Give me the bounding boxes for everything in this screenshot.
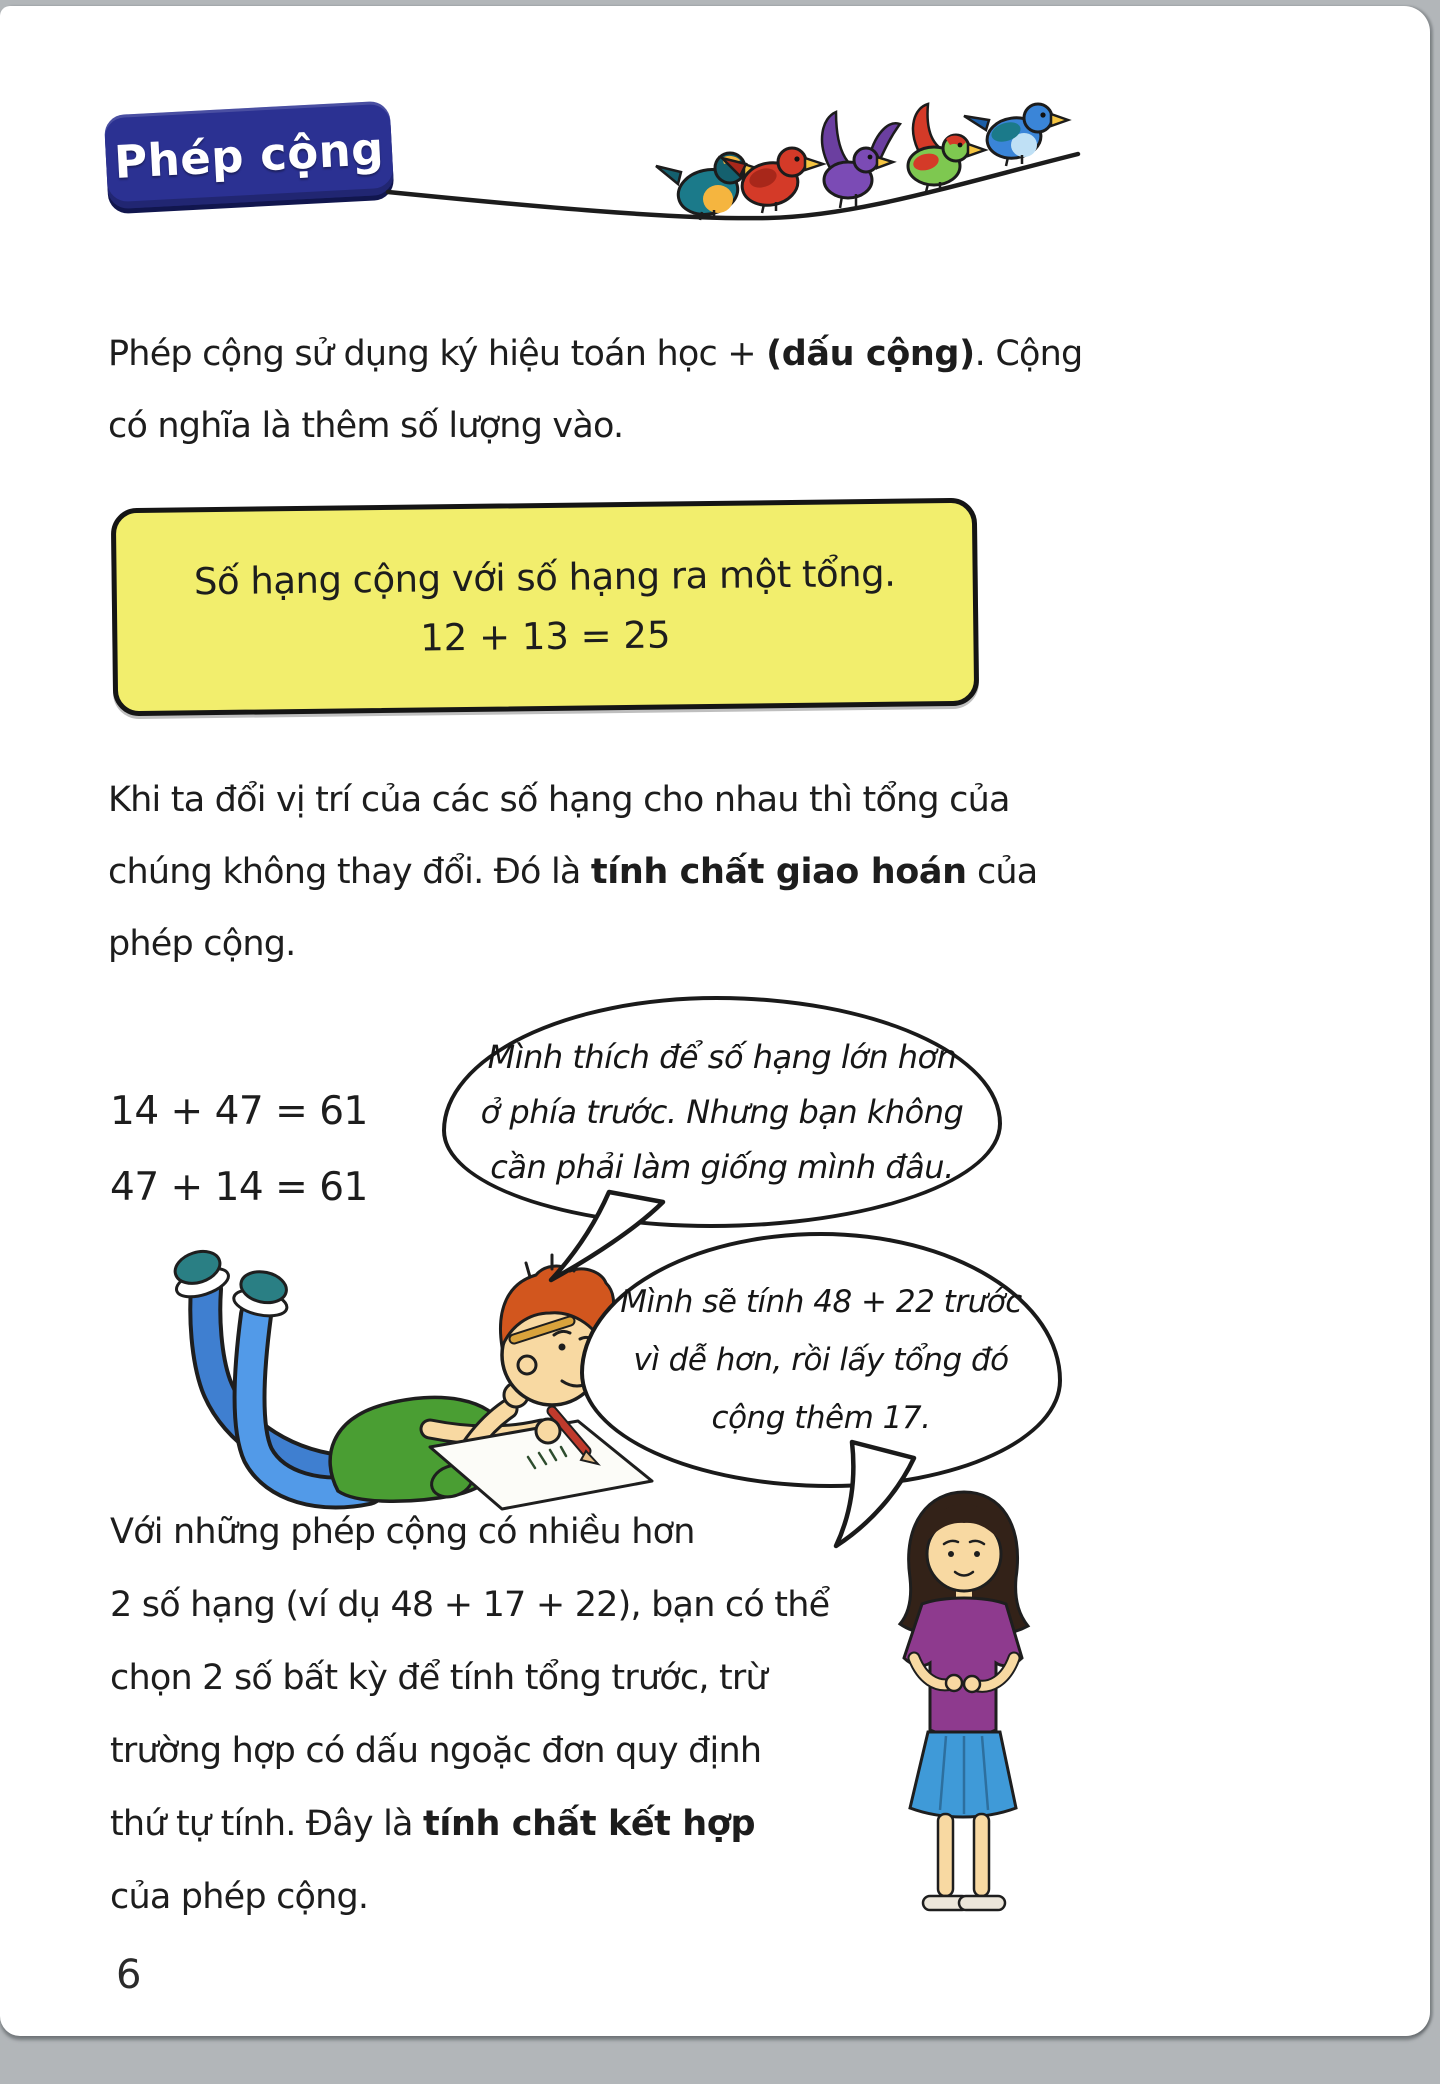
associative-text: thứ tự tính. Đây là [110,1804,424,1844]
section-title: Phép cộng [112,121,386,189]
commutative-property-term: tính chất giao hoán [590,852,967,892]
section-badge [104,101,395,210]
intro-paragraph [108,318,1082,462]
commutative-text: chúng không thay đổi. Đó là [108,852,591,892]
associative-text: trường hợp có dấu ngoặc đơn quy định [110,1731,762,1771]
speech-girl-line: cộng thêm 17. [711,1400,931,1436]
intro-text: . Cộng [974,334,1083,374]
birds-on-wire-illustration [378,80,1088,248]
associative-text: 2 số hạng (ví dụ 48 + 17 + 22), bạn có thể [110,1585,830,1625]
speech-girl-line: Mình sẽ tính 48 + 22 trước [620,1284,1022,1320]
speech-bubble-boy-tail [545,1188,675,1284]
associative-property-term: tính chất kết hợp [423,1804,756,1844]
intro-text: có nghĩa là thêm số lượng vào. [108,406,624,446]
associative-text: chọn 2 số bất kỳ để tính tổng trước, trừ [110,1658,767,1698]
associative-text: Với những phép cộng có nhiều hơn [110,1512,695,1552]
bird-blue-icon [964,104,1068,166]
bird-purple-icon [822,112,900,208]
equation: 14 + 47 = 61 [110,1089,368,1134]
speech-bubble-girl-tail [822,1436,942,1551]
page-number: 6 [116,1952,142,1998]
associative-text: của phép cộng. [110,1877,369,1917]
commutative-text: Khi ta đổi vị trí của các số hạng cho nhau thì tổng của [108,780,1010,820]
book-page [0,6,1430,2036]
rule-box [111,498,979,717]
speech-girl-line: vì dễ hơn, rồi lấy tổng đó [633,1342,1009,1378]
rule-statement: Số hạng cộng với số hạng ra một tổng. [193,551,896,604]
speech-boy-line: Mình thích để số hạng lớn hơn [487,1037,957,1076]
intro-bold-plus-sign: (dấu cộng) [766,334,975,374]
speech-boy-line: ở phía trước. Nhưng bạn không [480,1092,964,1131]
rule-example: 12 + 13 = 25 [419,613,671,660]
commutative-text: phép cộng. [108,924,296,964]
speech-bubble-boy [442,996,1002,1228]
commutative-text: của [966,852,1038,892]
equation: 47 + 14 = 61 [110,1165,368,1210]
speech-boy-line: cần phải làm giống mình đâu. [490,1147,954,1186]
associative-paragraph [110,1496,829,1934]
intro-text: Phép cộng sử dụng ký hiệu toán học + [108,334,767,374]
commutative-paragraph [108,764,1037,980]
